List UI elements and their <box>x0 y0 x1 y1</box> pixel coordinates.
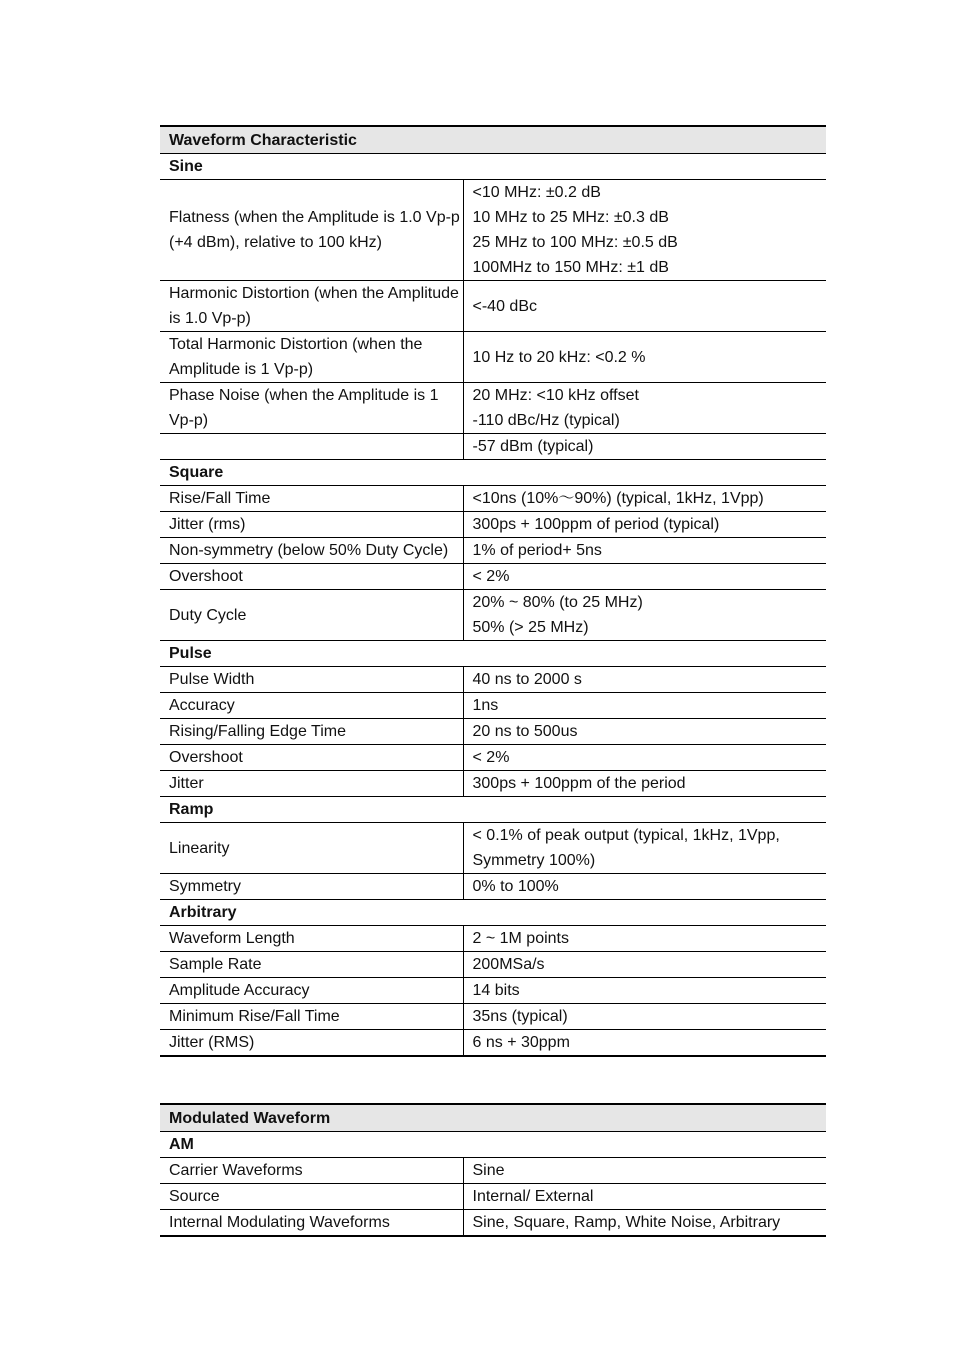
table-row <box>160 1158 826 1184</box>
value-line: <10 MHz: ±0.2 dB <box>472 184 601 201</box>
table-row <box>160 1210 826 1237</box>
parameter-value <box>463 1210 826 1237</box>
value-line: 25 MHz to 100 MHz: ±0.5 dB <box>472 234 678 251</box>
table-row <box>160 538 826 564</box>
parameter-label: Carrier Waveforms <box>160 1158 463 1184</box>
parameter-label: Duty Cycle <box>160 590 463 641</box>
section-row <box>160 460 826 486</box>
value-line: 14 bits <box>472 982 520 999</box>
parameter-value <box>463 926 826 952</box>
parameter-value <box>463 1004 826 1030</box>
table-header-row <box>160 1104 826 1132</box>
parameter-value <box>463 771 826 797</box>
value-line: 20 MHz: <10 kHz offset <box>472 387 639 404</box>
value-line: 2 ~ 1M points <box>472 930 569 947</box>
parameter-label: Minimum Rise/Fall Time <box>160 1004 463 1030</box>
value-line: < 2% <box>472 568 510 585</box>
value-line: 20 ns to 500us <box>472 723 578 740</box>
table-row <box>160 978 826 1004</box>
table-row <box>160 719 826 745</box>
parameter-value <box>463 667 826 693</box>
parameter-label: Total Harmonic Distortion (when the Amplitude is 1 Vp-p) <box>160 332 463 383</box>
table-row <box>160 486 826 512</box>
value-line: <-40 dBc <box>472 297 537 315</box>
value-line: 0% to 100% <box>472 878 559 895</box>
value-line: 100MHz to 150 MHz: ±1 dB <box>472 259 669 276</box>
table-row <box>160 512 826 538</box>
parameter-label: Jitter <box>160 771 463 797</box>
table-row <box>160 383 826 434</box>
value-line: < 2% <box>472 749 510 766</box>
value-line: 20% ~ 80% (to 25 MHz) <box>472 594 643 611</box>
parameter-label: Rise/Fall Time <box>160 486 463 512</box>
parameter-label: Rising/Falling Edge Time <box>160 719 463 745</box>
value-line: -57 dBm (typical) <box>472 438 594 455</box>
table-body <box>160 1104 826 1236</box>
value-line: -110 dBc/Hz (typical) <box>472 412 620 429</box>
table-title: Waveform Characteristic <box>160 126 826 154</box>
table-row <box>160 590 826 641</box>
value-line: 1% of period+ 5ns <box>472 542 602 559</box>
table-row <box>160 745 826 771</box>
parameter-label: Overshoot <box>160 564 463 590</box>
parameter-value <box>463 281 826 332</box>
parameter-label: Pulse Width <box>160 667 463 693</box>
parameter-label <box>160 434 463 460</box>
value-line: 1ns <box>472 697 499 714</box>
section-title: Pulse <box>160 641 826 667</box>
value-line: 40 ns to 2000 s <box>472 671 582 688</box>
parameter-value <box>463 823 826 874</box>
value-line: 6 ns + 30ppm <box>472 1034 570 1051</box>
parameter-label: Internal Modulating Waveforms <box>160 1210 463 1237</box>
value-line: 35ns (typical) <box>472 1008 568 1025</box>
table-row <box>160 926 826 952</box>
waveform-characteristic-table <box>160 125 826 1057</box>
parameter-value <box>463 745 826 771</box>
parameter-label: Jitter (rms) <box>160 512 463 538</box>
table-row <box>160 1004 826 1030</box>
table-row <box>160 952 826 978</box>
table-row <box>160 667 826 693</box>
table-body <box>160 126 826 1056</box>
parameter-value <box>463 1030 826 1057</box>
parameter-value <box>463 874 826 900</box>
table-header-row <box>160 126 826 154</box>
section-row <box>160 797 826 823</box>
parameter-value <box>463 383 826 434</box>
parameter-label: Jitter (RMS) <box>160 1030 463 1057</box>
parameter-label: Accuracy <box>160 693 463 719</box>
table-title: Modulated Waveform <box>160 1104 826 1132</box>
parameter-label: Symmetry <box>160 874 463 900</box>
value-line: 50% (> 25 MHz) <box>472 619 589 636</box>
section-title: Sine <box>160 154 826 180</box>
parameter-label: Overshoot <box>160 745 463 771</box>
table-row <box>160 434 826 460</box>
value-line: Internal/ External <box>472 1188 594 1205</box>
value-line: 300ps + 100ppm of the period <box>472 775 686 792</box>
section-row <box>160 154 826 180</box>
value-line: 10 MHz to 25 MHz: ±0.3 dB <box>472 209 669 226</box>
table-row <box>160 823 826 874</box>
table-row <box>160 771 826 797</box>
parameter-value <box>463 952 826 978</box>
parameter-label: Non-symmetry (below 50% Duty Cycle) <box>160 538 463 564</box>
table-row <box>160 1030 826 1057</box>
parameter-label: Sample Rate <box>160 952 463 978</box>
section-title: Ramp <box>160 797 826 823</box>
value-line: <10ns (10%～90%) (typical, 1kHz, 1Vpp) <box>472 490 764 507</box>
value-line: Symmetry 100%) <box>472 852 596 869</box>
parameter-label: Amplitude Accuracy <box>160 978 463 1004</box>
parameter-value <box>463 564 826 590</box>
parameter-label: Flatness (when the Amplitude is 1.0 Vp-p (+4 dBm), relative to 100 kHz) <box>160 180 463 281</box>
value-line: 200MSa/s <box>472 956 545 973</box>
table-row <box>160 693 826 719</box>
parameter-value <box>463 512 826 538</box>
value-line: < 0.1% of peak output (typical, 1kHz, 1Vpp, <box>472 827 780 844</box>
parameter-value <box>463 434 826 460</box>
table-row <box>160 180 826 281</box>
parameter-value <box>463 719 826 745</box>
value-line: Sine <box>472 1162 505 1179</box>
section-row <box>160 900 826 926</box>
parameter-label: Waveform Length <box>160 926 463 952</box>
table-row <box>160 874 826 900</box>
section-title: Square <box>160 460 826 486</box>
section-title: AM <box>160 1132 826 1158</box>
parameter-value <box>463 180 826 281</box>
parameter-label: Phase Noise (when the Amplitude is 1 Vp-p) <box>160 383 463 434</box>
parameter-value <box>463 332 826 383</box>
parameter-value <box>463 1184 826 1210</box>
table-row <box>160 332 826 383</box>
section-title: Arbitrary <box>160 900 826 926</box>
parameter-label: Linearity <box>160 823 463 874</box>
parameter-label: Harmonic Distortion (when the Amplitude is 1.0 Vp-p) <box>160 281 463 332</box>
parameter-value <box>463 486 826 512</box>
table-row <box>160 1184 826 1210</box>
section-row <box>160 1132 826 1158</box>
modulated-waveform-table <box>160 1103 826 1237</box>
value-line: 10 Hz to 20 kHz: <0.2 % <box>472 348 646 366</box>
value-line: Sine, Square, Ramp, White Noise, Arbitrary <box>472 1214 781 1231</box>
parameter-value <box>463 978 826 1004</box>
table-row <box>160 564 826 590</box>
parameter-value <box>463 590 826 641</box>
parameter-label: Source <box>160 1184 463 1210</box>
parameter-value <box>463 538 826 564</box>
parameter-value <box>463 693 826 719</box>
parameter-value <box>463 1158 826 1184</box>
table-row <box>160 281 826 332</box>
section-row <box>160 641 826 667</box>
value-line: 300ps + 100ppm of period (typical) <box>472 516 720 533</box>
